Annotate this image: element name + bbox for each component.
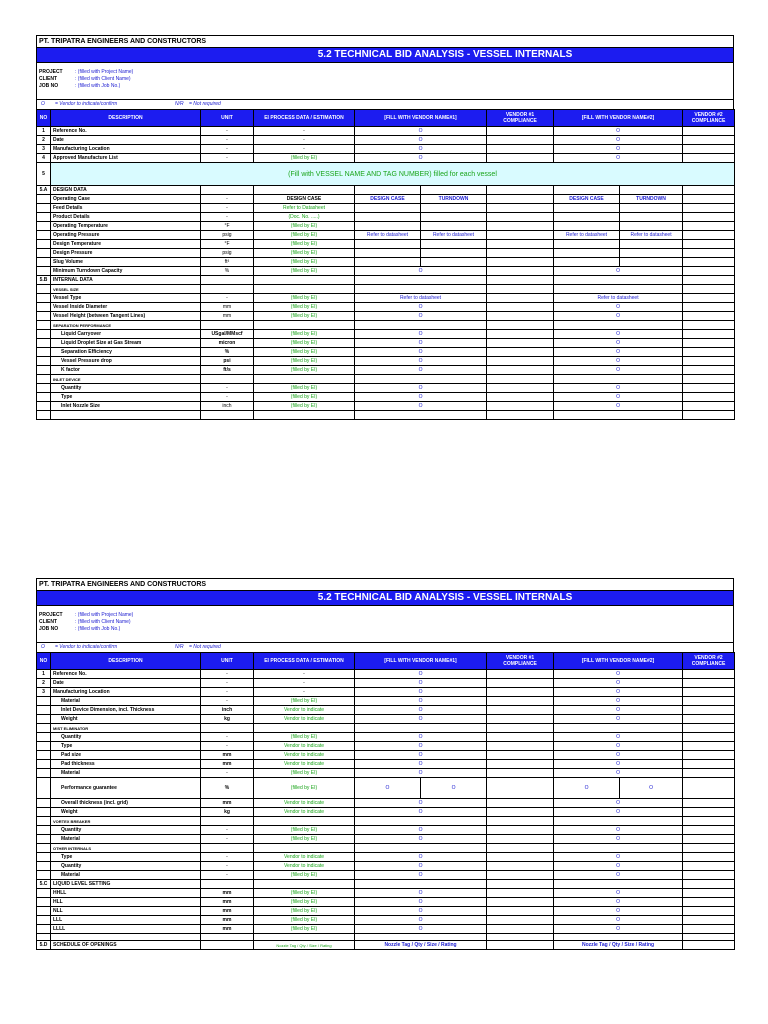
subsection-header: SEPARATION PERFORMANCE: [37, 321, 735, 330]
project-info: [36, 605, 734, 642]
table-row: Product Details - (Doc. No. .....): [37, 213, 735, 222]
table-row: Type - (filled by EI) O O: [37, 393, 735, 402]
table-row: Material - (filled by EI) O O: [37, 871, 735, 880]
info-project: PROJECT : (filled with Project Name): [39, 69, 134, 75]
table-row: 3 Manufacturing Location - - O O: [37, 145, 735, 154]
table-row: Performance guarantee % (filled by EI) O O O O: [37, 778, 735, 799]
section-header: 5.D SCHEDULE OF OPENINGS Nozzle Tag / Qty / Size / Rating Nozzle Tag / Qty / Size / Rating Nozzle Tag / Qty / Size / Rating: [37, 941, 735, 950]
info-client: CLIENT : (filled with Client Name): [39, 619, 131, 625]
table-row: K factor ft/s (filled by EI) O O: [37, 366, 735, 375]
company-name: PT. TRIPATRA ENGINEERS AND CONSTRUCTORS: [36, 35, 734, 47]
table-row: Type - Vendor to indicate O O: [37, 853, 735, 862]
subsection-header: INLET DEVICE: [37, 375, 735, 384]
table-row: Material - (filled by EI) O O: [37, 769, 735, 778]
sheet-title: 5.2 TECHNICAL BID ANALYSIS - VESSEL INTERNALS: [36, 590, 734, 605]
table-row: 3 Manufacturing Location - - O O: [37, 688, 735, 697]
table-row: Design Temperature °F (filled by EI): [37, 240, 735, 249]
table-row: Operating Pressure psig (filled by EI) Refer to datasheet Refer to datasheet Refer to datasheet Refer to datasheet: [37, 231, 735, 240]
table-row: Operating Case - DESIGN CASE DESIGN CASE TURNDOWN DESIGN CASE TURNDOWN: [37, 195, 735, 204]
table-row: Separation Efficiency % (filled by EI) O O: [37, 348, 735, 357]
table-row: LLL mm (filled by EI) O O: [37, 916, 735, 925]
table-row: Quantity - Vendor to indicate O O: [37, 862, 735, 871]
table-row: Vessel Height (between Tangent Lines) mm (filled by EI) O O: [37, 312, 735, 321]
info-project: PROJECT : (filled with Project Name): [39, 612, 134, 618]
subsection-header: MIST ELIMINATOR: [37, 724, 735, 733]
section-header: 5.C LIQUID LEVEL SETTING: [37, 880, 735, 889]
table-row: NLL mm (filled by EI) O O: [37, 907, 735, 916]
table-row: Vessel Pressure drop psi (filled by EI) O O: [37, 357, 735, 366]
table-row: Pad size mm Vendor to indicate O O: [37, 751, 735, 760]
table-row: Quantity - (filled by EI) O O: [37, 733, 735, 742]
table-row: 4 Approved Manufacture List - (filled by EI) O O: [37, 154, 735, 163]
sheet-1: [36, 35, 734, 420]
table-row: HLL mm (filled by EI) O O: [37, 898, 735, 907]
subsection-header: OTHER INTERNALS: [37, 844, 735, 853]
bid-table-2: [36, 652, 735, 950]
table-row: Pad thickness mm Vendor to indicate O O: [37, 760, 735, 769]
table-row: Feed Details - Refer to Datasheet: [37, 204, 735, 213]
bid-table-1: [36, 109, 735, 420]
table-row: Material - (filled by EI) O O: [37, 835, 735, 844]
table-row: 1 Reference No. - - O O: [37, 127, 735, 136]
subsection-header: VESSEL SIZE: [37, 285, 735, 294]
table-row: Liquid Droplet Size at Gas Stream micron (filled by EI) O O: [37, 339, 735, 348]
table-header: NO DESCRIPTION UNIT EI PROCESS DATA / ESTIMATION [FILL WITH VENDOR NAME#1] VENDOR #1 COMPLIANCE [FILL WITH VENDOR NAME#2] VENDOR #2 COMPLIANCE: [37, 653, 735, 670]
section-header: 5.A DESIGN DATA: [37, 186, 735, 195]
info-client: CLIENT : (filled with Client Name): [39, 76, 131, 82]
table-row: Material - (filled by EI) O O: [37, 697, 735, 706]
legend: O = Vendor to indicate/confirm N/R = Not required: [36, 99, 734, 109]
info-jobno: JOB NO : (filled with Job No.): [39, 626, 121, 632]
table-row: Quantity - (filled by EI) O O: [37, 384, 735, 393]
table-row: Vessel Inside Diameter mm (filled by EI) O O: [37, 303, 735, 312]
table-row: Overall thickness (incl. grid) mm Vendor to indicate O O: [37, 799, 735, 808]
table-row: Design Pressure psig (filled by EI): [37, 249, 735, 258]
table-row: 1 Reference No. - - O O: [37, 670, 735, 679]
info-jobno: JOB NO : (filled with Job No.): [39, 83, 121, 89]
table-row: Vessel Type - (filled by EI) Refer to datasheet Refer to datasheet: [37, 294, 735, 303]
table-row: Slug Volume ft³ (filled by EI): [37, 258, 735, 267]
table-row: Inlet Nozzle Size inch (filled by EI) O O: [37, 402, 735, 411]
subsection-header: VORTEX BREAKER: [37, 817, 735, 826]
table-row: Quantity - (filled by EI) O O: [37, 826, 735, 835]
table-row: [37, 411, 735, 420]
table-row: [37, 934, 735, 941]
table-row: 2 Date - - O O: [37, 136, 735, 145]
legend: O = Vendor to indicate/confirm N/R = Not required: [36, 642, 734, 652]
table-row: Inlet Device Dimension, incl. Thickness inch Vendor to indicate O O: [37, 706, 735, 715]
table-row: 2 Date - - O O: [37, 679, 735, 688]
sheet-title: 5.2 TECHNICAL BID ANALYSIS - VESSEL INTERNALS: [36, 47, 734, 62]
company-name: PT. TRIPATRA ENGINEERS AND CONSTRUCTORS: [36, 578, 734, 590]
table-row: Type - Vendor to indicate O O: [37, 742, 735, 751]
table-row: Operating Temperature °F (filled by EI): [37, 222, 735, 231]
table-row: Weight kg Vendor to indicate O O: [37, 715, 735, 724]
table-row: Minimum Turndown Capacity % (filled by EI) O O: [37, 267, 735, 276]
vessel-name-row: 5 (Fill with VESSEL NAME AND TAG NUMBER) filled for each vessel: [37, 163, 735, 186]
table-row: Weight kg Vendor to indicate O O: [37, 808, 735, 817]
table-row: LLLL mm (filled by EI) O O: [37, 925, 735, 934]
table-row: HHLL mm (filled by EI) O O: [37, 889, 735, 898]
project-info: [36, 62, 734, 99]
table-row: Liquid Carryover USgal/MMscf (filled by EI) O O: [37, 330, 735, 339]
table-header: NO DESCRIPTION UNIT EI PROCESS DATA / ESTIMATION [FILL WITH VENDOR NAME#1] VENDOR #1 COMPLIANCE [FILL WITH VENDOR NAME#2] VENDOR #2 COMPLIANCE: [37, 110, 735, 127]
section-header: 5.B INTERNAL DATA: [37, 276, 735, 285]
sheet-2: [36, 578, 734, 950]
